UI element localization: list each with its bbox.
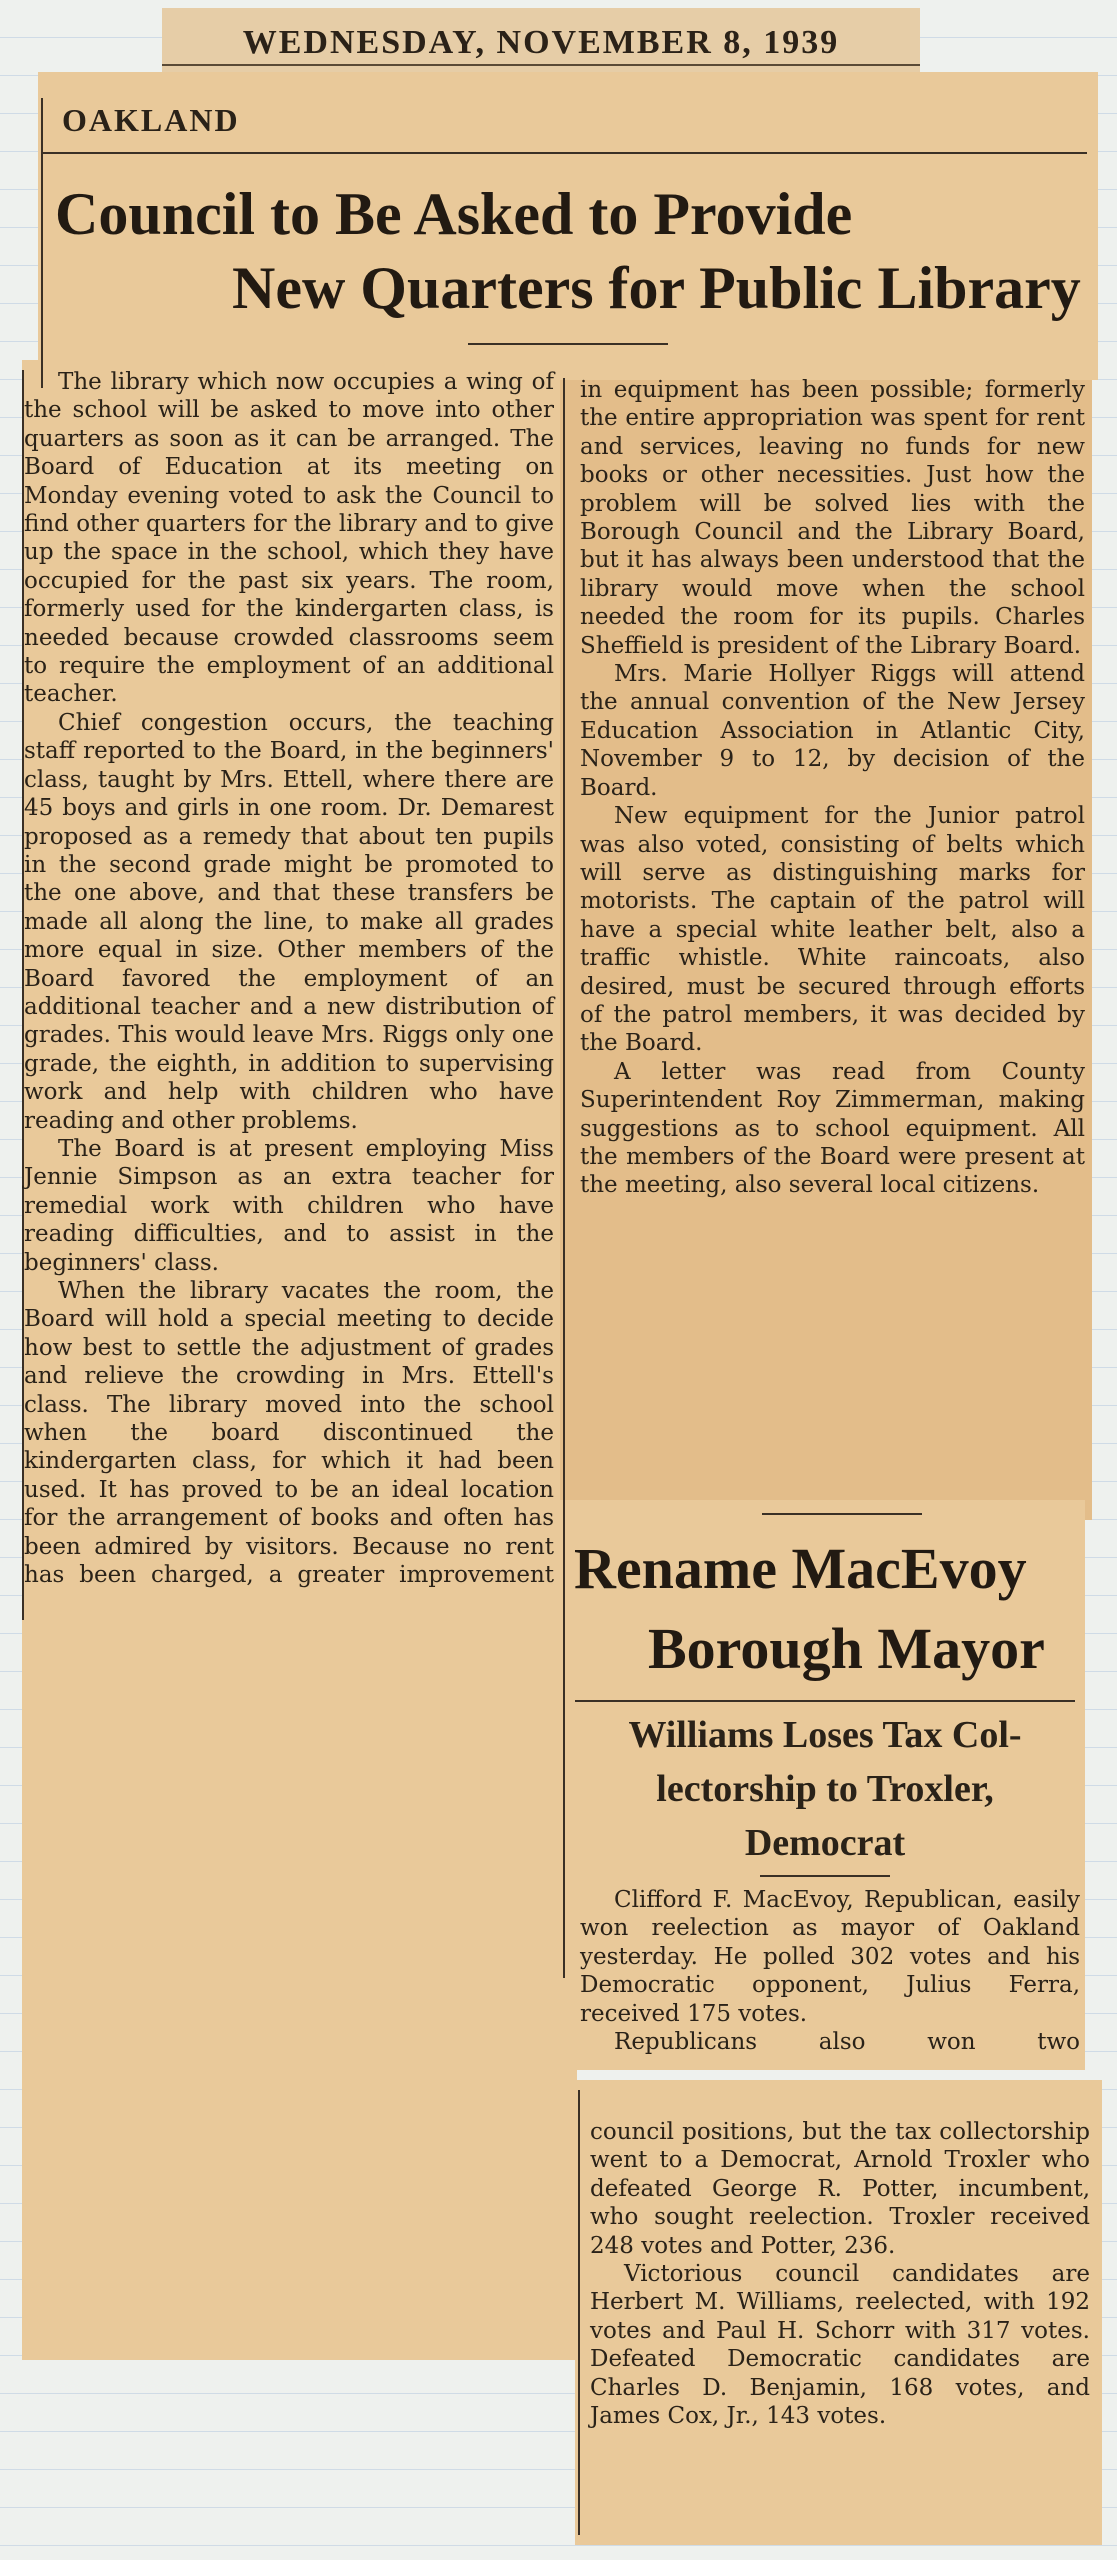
- section-label: OAKLAND: [62, 102, 240, 138]
- subheadline-rule: [760, 1875, 890, 1877]
- paragraph: Mrs. Marie Hollyer Riggs will attend the annual convention of the New Jersey Education Association in Atlantic City, November 9 to 12, by decision of the Board.: [580, 661, 1085, 801]
- paragraph: Chief congestion occurs, the teaching staff reported to the Board, in the beginners' class, taught by Mrs. Ettell, where there are 45 boys and girls in one room. Dr. Demarest proposed as a remedy that about ten pupils in the second grade might be promoted to the one above, and that these transfers be made all along the line, to make all grades more equal in size. Other members of the Board favored the employment of an additional teacher and a new distribution of grades. This would leave Mrs. Riggs only one grade, the eighth, in addition to supervising work and help with children who have reading and other problems.: [24, 709, 554, 1134]
- paragraph: in equipment has been possible; formerly the entire appropriation was spent for rent and services, leaving no funds for new books or other necessities. Just how the problem will be solved lies with the Borough Council and the Library Board, but it has always been understood that the library would move when the school needed the room for its pupils. Charles Sheffield is president of the Library Board.: [580, 377, 1085, 659]
- paragraph: Clifford F. MacEvoy, Republican, easily won reelection as mayor of Oakland yesterday. He polled 302 votes and his Democratic opponent, Julius Ferra, received 175 votes.: [580, 1887, 1080, 2027]
- date-text: WEDNESDAY, NOVEMBER 8, 1939: [242, 24, 840, 61]
- article2-column-top: [580, 1886, 1080, 2056]
- subheadline-line-2: lectorship to Troxler,: [656, 1768, 994, 1810]
- headline-line-2: New Quarters for Public Library: [232, 255, 1081, 321]
- article-right-column: [580, 376, 1085, 1200]
- paragraph: Victorious council candidates are Herbert M. Williams, reelected, with 192 votes and Paul H. Schorr with 317 votes. Defeated Democratic candidates are Charles D. Benjamin, 168 votes, and James Cox, Jr., 143 votes.: [590, 2261, 1090, 2430]
- article2-column-bottom: [590, 2118, 1090, 2430]
- paragraph: A letter was read from County Superintendent Roy Zimmerman, making suggestions as to school equipment. All the members of the Board were present at the meeting, also several local citizens.: [580, 1058, 1085, 1199]
- paragraph: The Board is at present employing Miss Jennie Simpson as an extra teacher for remedial work with children who have reading difficulties, and to assist in the beginners' class.: [24, 1135, 554, 1276]
- headline2-line-1: Rename MacEvoy: [574, 1536, 1027, 1601]
- article-left-column: [24, 368, 554, 1589]
- headline-rule: [468, 343, 668, 345]
- article-separator: [762, 1513, 922, 1515]
- subheadline-line-1: Williams Loses Tax Col-: [628, 1714, 1022, 1756]
- bottom-column-border: [578, 2090, 580, 2535]
- headline2-line-2: Borough Mayor: [648, 1616, 1045, 1681]
- paragraph: Republicans also won two: [614, 2029, 1080, 2056]
- subheadline-line-3: Democrat: [744, 1822, 906, 1864]
- date-strip: [162, 8, 920, 72]
- left-border-rule: [41, 98, 43, 388]
- date-underline: [162, 64, 920, 66]
- paragraph: New equipment for the Junior patrol was also voted, consisting of belts which will serve as distinguishing marks for motorists. The captain of the patrol will have a special white leather belt, also a traffic whistle. White raincoats, also desired, must be secured through efforts of the patrol members, it was decided by the Board.: [580, 803, 1085, 1057]
- paragraph: The library which now occupies a wing of the school will be asked to move into other quarters as soon as it can be arranged. The Board of Education at its meeting on Monday evening voted to ask the Council to find other quarters for the library and to give up the space in the school, which they have occupied for the past six years. The room, formerly used for the kindergarten class, is needed because crowded classrooms seem to require the employment of an additional teacher.: [24, 369, 554, 708]
- paragraph: When the library vacates the room, the Board will hold a special meeting to decide how best to settle the adjustment of grades and relieve the crowding in Mrs. Ettell's class. The library moved into the school when the board discontinued the kindergarten class, for which it had been used. It has proved to be an ideal location for the arrangement of books and often has been admired by visitors. Because no rent has been charged, a greater improvement: [24, 1278, 554, 1589]
- headline2-rule: [575, 1700, 1075, 1702]
- section-rule: [42, 152, 1087, 154]
- headline-line-1: Council to Be Asked to Provide: [55, 181, 853, 247]
- paragraph: council positions, but the tax collectorship went to a Democrat, Arnold Troxler who defeated George R. Potter, incumbent, who sought reelection. Troxler received 248 votes and Potter, 236.: [590, 2119, 1090, 2259]
